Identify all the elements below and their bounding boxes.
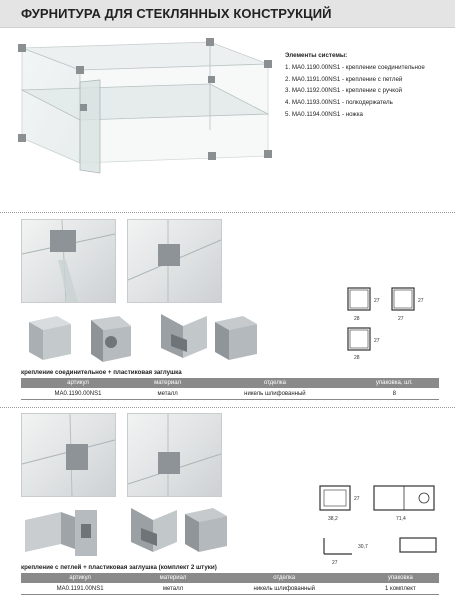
table-header-row xyxy=(21,378,439,388)
connector-spec-table xyxy=(21,369,439,400)
fitting-icon xyxy=(264,60,272,68)
table-cell: металл xyxy=(135,388,200,400)
table-cell: 1 комплект xyxy=(362,583,439,595)
column-header: материал xyxy=(135,378,200,388)
connector-photo-2 xyxy=(127,219,222,303)
connector-photo-1 xyxy=(21,219,116,303)
page-title: ФУРНИТУРА ДЛЯ СТЕКЛЯННЫХ КОНСТРУКЦИЙ xyxy=(21,6,332,21)
connector-dimension-drawing xyxy=(340,282,445,368)
system-elements-list xyxy=(285,50,450,121)
table-cell: никель шлифованный xyxy=(200,388,349,400)
dim-label: 28 xyxy=(354,316,360,322)
fitting-icon xyxy=(76,66,84,74)
hinge-photo-2 xyxy=(127,413,222,497)
hinge-renders xyxy=(21,500,261,564)
table-row xyxy=(21,388,439,400)
table-row xyxy=(21,583,439,595)
element-item: 5. MA0.1194.00NS1 - ножка xyxy=(285,110,363,118)
element-item: 4. MA0.1193.00NS1 - полкодержатель xyxy=(285,99,393,107)
table-header-row xyxy=(21,573,439,583)
column-header: артикул xyxy=(21,573,139,583)
section-divider xyxy=(0,212,455,213)
section-caption: крепление соединительное + пластиковая заглушка xyxy=(21,369,182,376)
dim-label: 27 xyxy=(354,496,360,502)
dim-label: 27 xyxy=(374,298,380,304)
dim-label: 27 xyxy=(398,316,404,322)
section-divider xyxy=(0,407,455,408)
column-header: артикул xyxy=(21,378,135,388)
dim-label: 27 xyxy=(374,338,380,344)
column-header: отделка xyxy=(207,573,362,583)
element-item: 1. MA0.1190.00NS1 - крепление соединительное xyxy=(285,63,425,71)
fitting-icon xyxy=(18,44,26,52)
hinge-spec-table xyxy=(21,564,439,595)
dim-label: 71,4 xyxy=(396,516,406,522)
dim-label: 27 xyxy=(418,298,424,304)
hinge-dimension-drawing xyxy=(300,478,450,568)
table-cell: 8 xyxy=(350,388,439,400)
column-header: материал xyxy=(139,573,207,583)
table-cell: никель шлифованный xyxy=(207,583,362,595)
elements-heading: Элементы системы: xyxy=(285,52,348,59)
element-item: 2. MA0.1191.00NS1 - крепление с петлей xyxy=(285,75,403,83)
column-header: упаковка, шт. xyxy=(350,378,439,388)
column-header: отделка xyxy=(200,378,349,388)
page-header xyxy=(0,0,455,28)
connector-renders xyxy=(21,308,261,368)
table-cell: MA0.1190.00NS1 xyxy=(21,388,135,400)
fitting-icon xyxy=(80,104,87,111)
fitting-icon xyxy=(18,134,26,142)
fitting-icon xyxy=(208,76,215,83)
dim-label: 27 xyxy=(332,560,338,566)
table-cell: металл xyxy=(139,583,207,595)
element-item: 3. MA0.1192.00NS1 - крепление с ручкой xyxy=(285,87,402,95)
section-caption: крепление с петлей + пластиковая заглушка (комплект 2 штуки) xyxy=(21,564,217,571)
hinge-photo-1 xyxy=(21,413,116,497)
table-cell: MA0.1191.00NS1 xyxy=(21,583,139,595)
fitting-icon xyxy=(206,38,214,46)
dim-label: 28 xyxy=(354,355,360,361)
fitting-icon xyxy=(264,150,272,158)
glass-showcase-image xyxy=(10,30,280,180)
dim-label: 38,2 xyxy=(328,516,338,522)
fitting-icon xyxy=(208,152,216,160)
dim-label: 30,7 xyxy=(358,544,368,550)
column-header: упаковка xyxy=(362,573,439,583)
